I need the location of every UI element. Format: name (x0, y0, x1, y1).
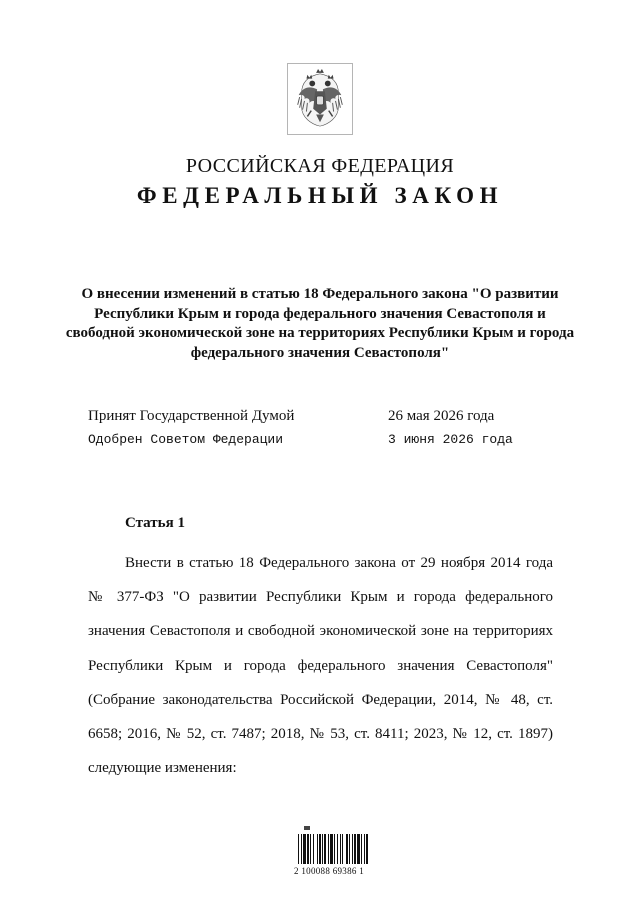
country-name: РОССИЙСКАЯ ФЕДЕРАЦИЯ (185, 155, 455, 177)
council-label: Одобрен Советом Федерации (88, 432, 284, 447)
adoption-row-council (88, 432, 558, 452)
article-heading: Статья 1 (125, 515, 185, 531)
barcode-icon (294, 826, 382, 866)
russian-coat-of-arms-icon (288, 64, 352, 134)
adoption-row-duma (88, 408, 558, 428)
law-title: О внесении изменений в статью 18 Федерального закона "О развитии Республики Крым и города федерального значения Севастополя и свободной экономической зоне на территориях Республики Крым и города федерального значения Севастополя" (65, 286, 575, 361)
article-text: Внести в статью 18 Федерального закона от 29 ноября 2014 года № 377-ФЗ "О развитии Республики Крым и города федерального значения Севастополя и свободной экономической зоне на территориях Республики Крым и города федерального значения Севастополя" (Собрание законодательства Российской Федерации, 2014, № 48, ст. 6658; 2016, № 52, ст. 7487; 2018, № 53, ст. 8411; 2023, № 12, ст. 1897) следующие изменения: (88, 555, 553, 777)
barcode-number: 2 100088 69386 1 (294, 866, 365, 876)
state-emblem (287, 63, 353, 135)
duma-label: Принят Государственной Думой (88, 408, 295, 424)
council-date: 3 июня 2026 года (388, 432, 513, 447)
duma-date: 26 мая 2026 года (388, 408, 495, 424)
law-type-title: ФЕДЕРАЛЬНЫЙ ЗАКОН (136, 183, 504, 208)
